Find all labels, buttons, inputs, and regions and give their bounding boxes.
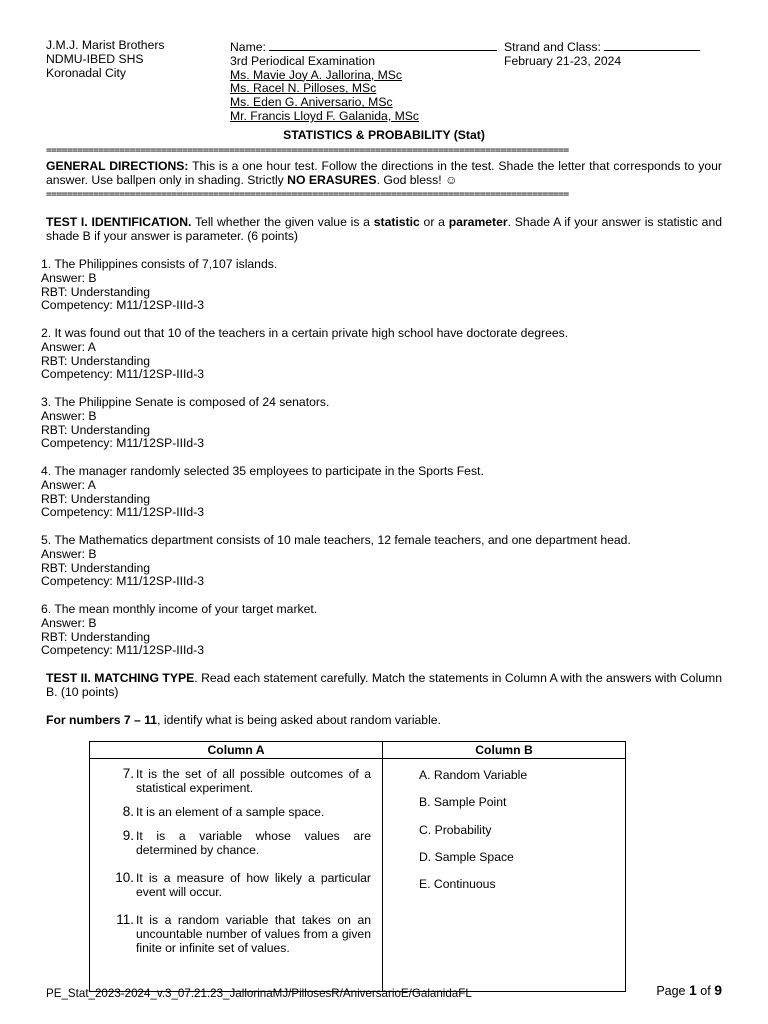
- column-a-header: Column A: [90, 742, 383, 759]
- question-text: 2. It was found out that 10 of the teachers in a certain private high school have doctorate degrees.: [41, 326, 569, 340]
- item-statement: It is a random variable that takes on an uncountable number of values from a given finite or infinite set of values.: [136, 913, 371, 955]
- choice-b: B. Sample Point: [419, 795, 507, 810]
- item-number: 10.: [115, 870, 134, 885]
- page-number: 1: [689, 982, 697, 998]
- strand-label: Strand and Class:: [504, 40, 601, 54]
- item-statement: It is an element of a sample space.: [136, 805, 325, 819]
- choice-a: A. Random Variable: [419, 768, 528, 782]
- question-text: 4. The manager randomly selected 35 employees to participate in the Sports Fest.: [41, 464, 484, 478]
- exam-title: 3rd Periodical Examination: [230, 53, 375, 68]
- choice-e: E. Continuous: [419, 877, 496, 892]
- item-statement: It is a variable whose values are determined by chance.: [136, 829, 371, 857]
- school-city: Koronadal City: [46, 65, 126, 80]
- school-name: J.M.J. Marist Brothers: [46, 38, 165, 52]
- directions-closing: . God bless! ☺: [376, 172, 458, 187]
- competency-code: Competency: M11/12SP-IIId-3: [41, 643, 205, 658]
- teacher-name: Mr. Francis Lloyd F. Galanida, MSc: [230, 108, 419, 123]
- choice-d: D. Sample Space: [419, 849, 514, 864]
- answer-key: Answer: B: [41, 408, 97, 423]
- test2-subinstruction: [46, 714, 441, 728]
- column-a: [90, 759, 383, 992]
- test1-item-4: [41, 465, 484, 520]
- competency-code: Competency: M11/12SP-IIId-3: [41, 574, 205, 589]
- school-info: [46, 39, 165, 80]
- of-label: of: [700, 984, 711, 998]
- directions-label: GENERAL DIRECTIONS:: [46, 159, 189, 173]
- item-number: 7.: [122, 766, 134, 781]
- question-text: 5. The Mathematics department consists of 10 male teachers, 12 female teachers, and one department head.: [41, 533, 631, 547]
- test1-item-6: [41, 603, 317, 658]
- competency-code: Competency: M11/12SP-IIId-3: [41, 367, 205, 382]
- separator-bottom: ====================================================================================================: [46, 189, 569, 200]
- item-statement: It is a measure of how likely a particular event will occur.: [136, 871, 371, 899]
- exam-date: February 21-23, 2024: [504, 53, 622, 68]
- item-statement: It is the set of all possible outcomes of a statistical experiment.: [136, 767, 371, 795]
- answer-key: Answer: B: [41, 615, 97, 630]
- school-unit: NDMU-IBED SHS: [46, 51, 144, 66]
- test2-label: TEST II. MATCHING TYPE: [46, 671, 195, 685]
- column-a-item: [90, 913, 382, 955]
- name-blank[interactable]: [269, 39, 497, 51]
- column-b-header: Column B: [383, 742, 626, 759]
- test1-label: TEST I. IDENTIFICATION.: [46, 215, 192, 229]
- test1-item-2: [41, 327, 568, 382]
- rbt-level: RBT: Understanding: [41, 491, 151, 506]
- competency-code: Competency: M11/12SP-IIId-3: [41, 505, 205, 520]
- keyword-parameter: parameter: [448, 215, 508, 229]
- column-a-item: [90, 805, 382, 819]
- column-a-item: [90, 767, 382, 795]
- rbt-level: RBT: Understanding: [41, 284, 151, 299]
- item-number: 9.: [122, 828, 134, 843]
- item-range: For numbers 7 – 11: [46, 713, 158, 727]
- column-a-item: [90, 829, 382, 857]
- test1-text: or a: [419, 215, 449, 229]
- test2-text: . Read each statement carefully. Match the statements in Column A with the answers with Column B. (10 points): [46, 671, 722, 699]
- separator-top: ====================================================================================================: [46, 145, 569, 156]
- teacher-name: Ms. Mavie Joy A. Jallorina, MSc: [230, 67, 403, 82]
- page-total: 9: [714, 982, 722, 998]
- test1-text: . Shade A if your answer is statistic and shade B if your answer is parameter. (6 points): [46, 215, 723, 243]
- answer-key: Answer: A: [41, 477, 96, 492]
- answer-key: Answer: B: [41, 546, 97, 561]
- rbt-level: RBT: Understanding: [41, 560, 151, 575]
- item-number: 11.: [116, 912, 134, 927]
- directions-text: This is a one hour test. Follow the directions in the test. Shade the letter that corresponds to your answer. Use ballpen only in shading. Strictly: [46, 159, 722, 187]
- rbt-level: RBT: Understanding: [41, 422, 151, 437]
- teacher-name: Ms. Eden G. Aniversario, MSc: [230, 95, 393, 110]
- rbt-level: RBT: Understanding: [41, 353, 151, 368]
- column-b: [383, 759, 626, 992]
- page-indicator: [656, 984, 722, 999]
- matching-table: [89, 741, 626, 992]
- keyword-statistic: statistic: [373, 215, 420, 229]
- teacher-name: Ms. Racel N. Pilloses, MSc: [230, 81, 377, 96]
- general-directions: [46, 160, 722, 188]
- column-a-item: [90, 871, 382, 899]
- no-erasures: NO ERASURES: [287, 172, 377, 187]
- question-text: 3. The Philippine Senate is composed of 24 senators.: [41, 395, 330, 409]
- subinstruction-text: , identify what is being asked about random variable.: [157, 713, 441, 727]
- test2-instructions: [46, 672, 722, 700]
- rbt-level: RBT: Understanding: [41, 629, 151, 644]
- test1-item-1: [41, 258, 277, 313]
- test1-item-3: [41, 396, 329, 451]
- test1-instructions: [46, 216, 722, 244]
- exam-info: [230, 39, 497, 124]
- name-label: Name:: [230, 40, 266, 54]
- footer-file-code: PE_Stat_2023-2024_v.3_07.21.23_JallorinaMJ/PillosesR/AniversarioE/GalanidaFL: [46, 987, 472, 1000]
- class-info: [504, 39, 700, 69]
- strand-blank[interactable]: [604, 39, 700, 51]
- item-number: 8.: [122, 804, 134, 819]
- question-text: 6. The mean monthly income of your target market.: [41, 602, 318, 616]
- page-label: Page: [656, 984, 686, 998]
- competency-code: Competency: M11/12SP-IIId-3: [41, 436, 205, 451]
- test1-text: Tell whether the given value is a: [191, 215, 374, 229]
- answer-key: Answer: B: [41, 270, 97, 285]
- subject-title: STATISTICS & PROBABILITY (Stat): [283, 128, 485, 142]
- choice-c: C. Probability: [419, 822, 492, 837]
- answer-key: Answer: A: [41, 339, 96, 354]
- competency-code: Competency: M11/12SP-IIId-3: [41, 298, 205, 313]
- question-text: 1. The Philippines consists of 7,107 islands.: [41, 257, 278, 271]
- test1-item-5: [41, 534, 631, 589]
